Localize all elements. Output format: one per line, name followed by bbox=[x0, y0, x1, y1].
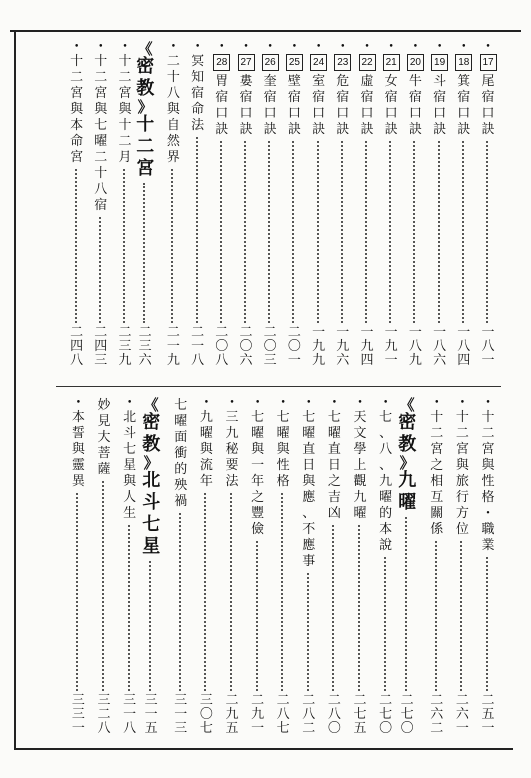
entry-title-vertical: 女 宿 口 訣 bbox=[384, 74, 398, 137]
toc-entry bbox=[221, 398, 243, 736]
entry-bullet: • bbox=[485, 398, 491, 408]
entry-page-number: 一 八 九 bbox=[408, 325, 422, 368]
leader-dots bbox=[128, 525, 132, 691]
entry-number-badge: 20 bbox=[407, 54, 424, 71]
leader-dots bbox=[281, 493, 285, 691]
entry-title-vertical: 尾 宿 口 訣 bbox=[481, 74, 495, 137]
entry-bullet: • bbox=[315, 42, 322, 52]
leader-dots bbox=[179, 513, 183, 691]
entry-page-number: 二 〇 八 bbox=[215, 325, 229, 368]
entry-title-vertical: 胃 宿 口 訣 bbox=[215, 74, 229, 137]
entry-number-badge: 26 bbox=[262, 54, 279, 71]
toc-entry bbox=[170, 398, 192, 736]
entry-title-vertical: 十 二 宮 與 旅 行 方 位 bbox=[455, 410, 469, 537]
entry-number-badge: 23 bbox=[334, 54, 351, 71]
entry-page-number: 二 八 〇 bbox=[327, 693, 341, 736]
entry-title-vertical: 三 九 秘 要 法 bbox=[225, 410, 239, 489]
entry-bullet: • bbox=[280, 398, 286, 408]
entry-title-vertical: 本 誓 與 靈 異 bbox=[71, 410, 85, 489]
entry-page-number: 二 三 六 bbox=[138, 325, 152, 368]
entry-bullet: • bbox=[73, 42, 80, 52]
entry-page-number: 一 九 九 bbox=[312, 325, 326, 368]
entry-bullet: • bbox=[203, 398, 210, 408]
entry-page-number: 二 七 五 bbox=[353, 693, 367, 736]
toc-entry bbox=[375, 398, 397, 736]
leader-dots bbox=[384, 557, 388, 691]
entry-title-vertical: 七 曜 直 日 之 吉 凶 bbox=[327, 410, 341, 521]
entry-page-number: 二 一 九 bbox=[166, 325, 180, 368]
entry-bullet: • bbox=[98, 42, 104, 52]
entry-title-vertical: 七 曜 面 衝 的 殃 禍 bbox=[174, 398, 188, 509]
toc-entry bbox=[93, 398, 115, 736]
toc-entry bbox=[477, 398, 499, 736]
entry-title-vertical: 虛 宿 口 訣 bbox=[360, 74, 374, 137]
toc-entry bbox=[272, 398, 294, 736]
entry-page-number: 一 九 六 bbox=[336, 325, 350, 368]
leader-dots bbox=[358, 525, 362, 691]
entry-title-vertical: 婁 宿 口 訣 bbox=[239, 74, 253, 137]
entry-bullet: • bbox=[254, 398, 261, 408]
entry-title-vertical: 北 斗 七 星 與 人 生 bbox=[123, 410, 137, 521]
entry-title-vertical: 室 宿 口 訣 bbox=[312, 74, 326, 137]
entry-title-vertical: 二 十 八 與 自 然 界 bbox=[166, 54, 180, 165]
entry-bullet: • bbox=[436, 42, 443, 52]
leader-dots bbox=[102, 481, 106, 691]
entry-page-number: 二 〇 三 bbox=[263, 325, 277, 368]
entry-bullet: • bbox=[219, 42, 225, 52]
entry-page-number: 三 二 八 bbox=[97, 693, 111, 736]
toc-entry bbox=[451, 398, 473, 736]
toc-entry bbox=[298, 398, 320, 736]
entry-page-number: 二 七 〇 bbox=[379, 693, 393, 736]
entry-bullet: • bbox=[75, 398, 82, 408]
entry-title-vertical: 七 、 八 、 九 曜 的 本 說 bbox=[379, 410, 393, 553]
entry-bullet: • bbox=[306, 398, 312, 408]
entry-page-number: 二 〇 一 bbox=[287, 325, 301, 368]
entry-page-number: 二 九 一 bbox=[251, 693, 265, 736]
entry-number-badge: 24 bbox=[310, 54, 327, 71]
entry-title-vertical: 九 曜 與 流 年 bbox=[199, 410, 213, 489]
entry-bullet: • bbox=[340, 42, 346, 52]
entry-title-vertical: 十 二 宮 與 七 曜 二 十 八 宿 bbox=[94, 54, 108, 213]
entry-bullet: • bbox=[459, 398, 466, 408]
entry-bullet: • bbox=[434, 398, 440, 408]
entry-page-number: 三 三 一 bbox=[71, 693, 85, 736]
entry-bullet: • bbox=[122, 42, 128, 52]
entry-bullet: • bbox=[461, 42, 467, 52]
entry-title-vertical: 斗 宿 口 訣 bbox=[433, 74, 447, 137]
entry-page-number: 二 三 九 bbox=[118, 325, 132, 368]
entry-title-vertical: 冥 知 宿 命 法 bbox=[191, 54, 205, 133]
entry-page-number: 三 一 八 bbox=[123, 693, 137, 736]
entry-title-vertical: 壁 宿 口 訣 bbox=[287, 74, 301, 137]
entry-title-vertical: 天 文 學 上 觀 九 曜 bbox=[353, 410, 367, 521]
entry-title-vertical: 奎 宿 口 訣 bbox=[263, 74, 277, 137]
entry-title-vertical: 《 密 教 》 九 曜 bbox=[398, 396, 417, 513]
entry-bullet: • bbox=[126, 398, 133, 408]
leader-dots bbox=[332, 525, 336, 691]
entry-page-number: 一 八 六 bbox=[433, 325, 447, 368]
entry-title-vertical: 牛 宿 口 訣 bbox=[408, 74, 422, 137]
leader-dots bbox=[460, 541, 464, 691]
leader-dots bbox=[230, 493, 234, 691]
toc-entry bbox=[349, 398, 371, 736]
entry-bullet: • bbox=[388, 42, 394, 52]
entry-title-vertical: 十 二 宮 之 相 互 關 係 bbox=[430, 410, 444, 537]
toc-section-heading bbox=[140, 398, 162, 736]
entry-page-number: 二 七 〇 bbox=[400, 693, 414, 736]
entry-bullet: • bbox=[170, 42, 177, 52]
toc-entry bbox=[67, 398, 89, 736]
entry-title-vertical: 七 曜 與 性 格 bbox=[276, 410, 290, 489]
entry-page-number: 二 五 一 bbox=[481, 693, 495, 736]
entry-bullet: • bbox=[243, 42, 249, 52]
entry-number-badge: 19 bbox=[431, 54, 448, 71]
entry-page-number: 一 八 四 bbox=[457, 325, 471, 368]
entry-page-number: 二 九 五 bbox=[225, 693, 239, 736]
entry-bullet: • bbox=[291, 42, 298, 52]
entry-title-vertical: 十 二 宮 與 本 命 宮 bbox=[70, 54, 84, 165]
entry-bullet: • bbox=[485, 42, 491, 52]
entry-title-vertical: 箕 宿 口 訣 bbox=[457, 74, 471, 137]
entry-page-number: 一 九 四 bbox=[360, 325, 374, 368]
entry-number-badge: 27 bbox=[238, 54, 255, 71]
entry-page-number: 三 〇 七 bbox=[199, 693, 213, 736]
entry-title-vertical: 七 曜 直 日 與 應 、 不 應 事 bbox=[302, 410, 316, 569]
entry-page-number: 一 九 一 bbox=[384, 325, 398, 368]
entry-title-vertical: 《 密 教 》 十 二 宮 bbox=[136, 40, 155, 179]
entry-page-number: 一 八 一 bbox=[481, 325, 495, 368]
entry-title-vertical: 十 二 宮 與 十 二 月 bbox=[118, 54, 132, 165]
entry-page-number: 二 一 八 bbox=[191, 325, 205, 368]
leader-dots bbox=[76, 493, 80, 691]
entry-bullet: • bbox=[412, 42, 419, 52]
entry-page-number: 二 八 二 bbox=[302, 693, 316, 736]
entry-bullet: • bbox=[357, 398, 363, 408]
entry-page-number: 二 四 八 bbox=[70, 325, 84, 368]
entry-title-vertical: 《 密 教 》 北 斗 七 星 bbox=[142, 396, 161, 557]
leader-dots bbox=[435, 541, 439, 691]
toc-entry bbox=[119, 398, 141, 736]
leader-dots bbox=[405, 517, 409, 691]
entry-page-number: 二 〇 六 bbox=[239, 325, 253, 368]
entry-page-number: 三 一 三 bbox=[174, 693, 188, 736]
toc-entry bbox=[426, 398, 448, 736]
entry-title-vertical: 七 曜 與 一 年 之 豐 儉 bbox=[251, 410, 265, 537]
entry-number-badge: 18 bbox=[455, 54, 472, 71]
toc-section-heading bbox=[396, 398, 418, 736]
entry-number-badge: 25 bbox=[286, 54, 303, 71]
entry-page-number: 二 六 一 bbox=[455, 693, 469, 736]
entry-bullet: • bbox=[382, 398, 389, 408]
leader-dots bbox=[149, 561, 153, 691]
entry-page-number: 二 六 二 bbox=[430, 693, 444, 736]
leader-dots bbox=[307, 573, 311, 691]
entry-number-badge: 21 bbox=[383, 54, 400, 71]
entry-bullet: • bbox=[267, 42, 273, 52]
toc-entry bbox=[247, 398, 269, 736]
entry-title-vertical: 十 二 宮 與 性 格 ・ 職 業 bbox=[481, 410, 495, 553]
toc-entry bbox=[323, 398, 345, 736]
entry-number-badge: 17 bbox=[480, 54, 497, 71]
entry-page-number: 三 一 五 bbox=[144, 693, 158, 736]
leader-dots bbox=[486, 557, 490, 691]
entry-number-badge: 28 bbox=[213, 54, 230, 71]
toc-entry bbox=[195, 398, 217, 736]
entry-bullet: • bbox=[331, 398, 338, 408]
leader-dots bbox=[204, 493, 208, 691]
leader-dots bbox=[256, 541, 260, 691]
entry-bullet: • bbox=[229, 398, 235, 408]
entry-bullet: • bbox=[194, 42, 201, 52]
entry-bullet: • bbox=[364, 42, 370, 52]
entry-page-number: 二 八 七 bbox=[276, 693, 290, 736]
entry-title-vertical: 妙 見 大 菩 薩 bbox=[97, 398, 111, 477]
entry-number-badge: 22 bbox=[359, 54, 376, 71]
entry-title-vertical: 危 宿 口 訣 bbox=[336, 74, 350, 137]
entry-page-number: 二 四 三 bbox=[94, 325, 108, 368]
